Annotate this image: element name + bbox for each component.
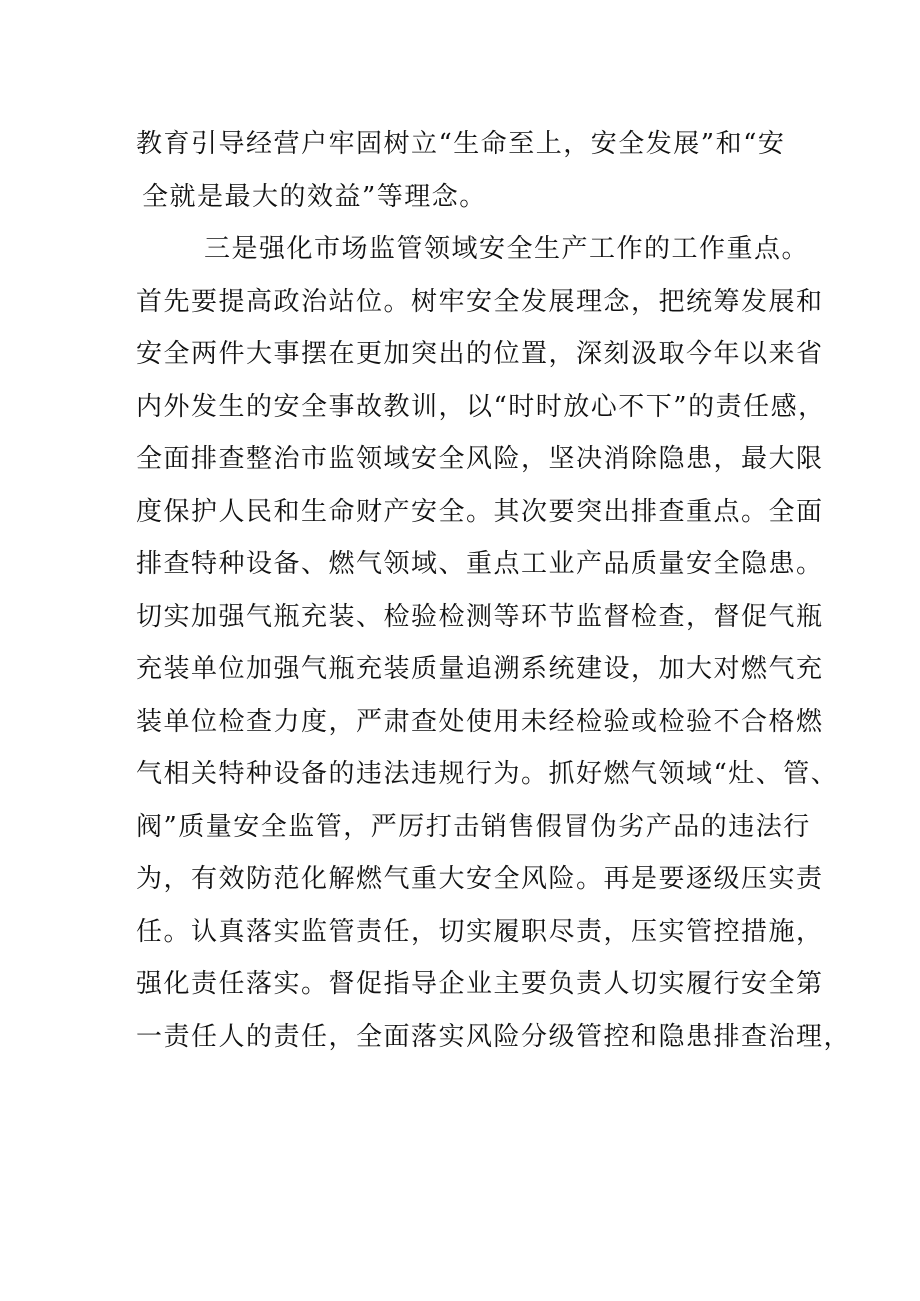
text-line-2: 全就是最大的效益”等理念。 [142, 181, 487, 212]
text-line-9: 排查特种设备、燃气领域、重点工业产品质量安全隐患。 [136, 549, 824, 579]
text-line-10: 切实加强气瓶充装、检验检测等环节监督检查，督促气瓶 [136, 601, 824, 632]
text-line-17: 强化责任落实。督促指导企业主要负责人切实履行安全第 [136, 969, 824, 999]
text-line-18: 一责任人的责任，全面落实风险分级管控和隐患排查治理， [136, 1021, 852, 1052]
text-line-15: 为，有效防范化解燃气重大安全风险。再是要逐级压实责 [136, 864, 824, 894]
body-text [136, 122, 852, 1067]
text-line-6: 内外发生的安全事故教训，以“时时放心不下”的责任感， [136, 391, 826, 422]
text-line-16: 任。认真落实监管责任，切实履职尽责，压实管控措施， [136, 916, 824, 947]
text-line-13: 气相关特种设备的违法违规行为。抓好燃气领域“灶、管、 [136, 759, 839, 789]
text-line-14: 阀”质量安全监管，严厉打击销售假冒伪劣产品的违法行 [136, 811, 811, 842]
text-line-5: 安全两件大事摆在更加突出的位置，深刻汲取今年以来省 [136, 339, 824, 369]
text-line-8: 度保护人民和生命财产安全。其次要突出排查重点。全面 [136, 496, 824, 527]
text-line-4: 首先要提高政治站位。树牢安全发展理念，把统筹发展和 [136, 286, 824, 317]
text-line-3: 三是强化市场监管领域安全生产工作的工作重点。 [204, 234, 810, 264]
text-line-12: 装单位检查力度，严肃查处使用未经检验或检验不合格燃 [136, 706, 824, 737]
text-line-11: 充装单位加强气瓶充装质量追溯系统建设，加大对燃气充 [136, 654, 824, 684]
text-line-1: 教育引导经营户牢固树立“生命至上，安全发展”和“安 [136, 129, 786, 159]
text-line-7: 全面排查整治市监领域安全风险，坚决消除隐患，最大限 [136, 444, 824, 474]
